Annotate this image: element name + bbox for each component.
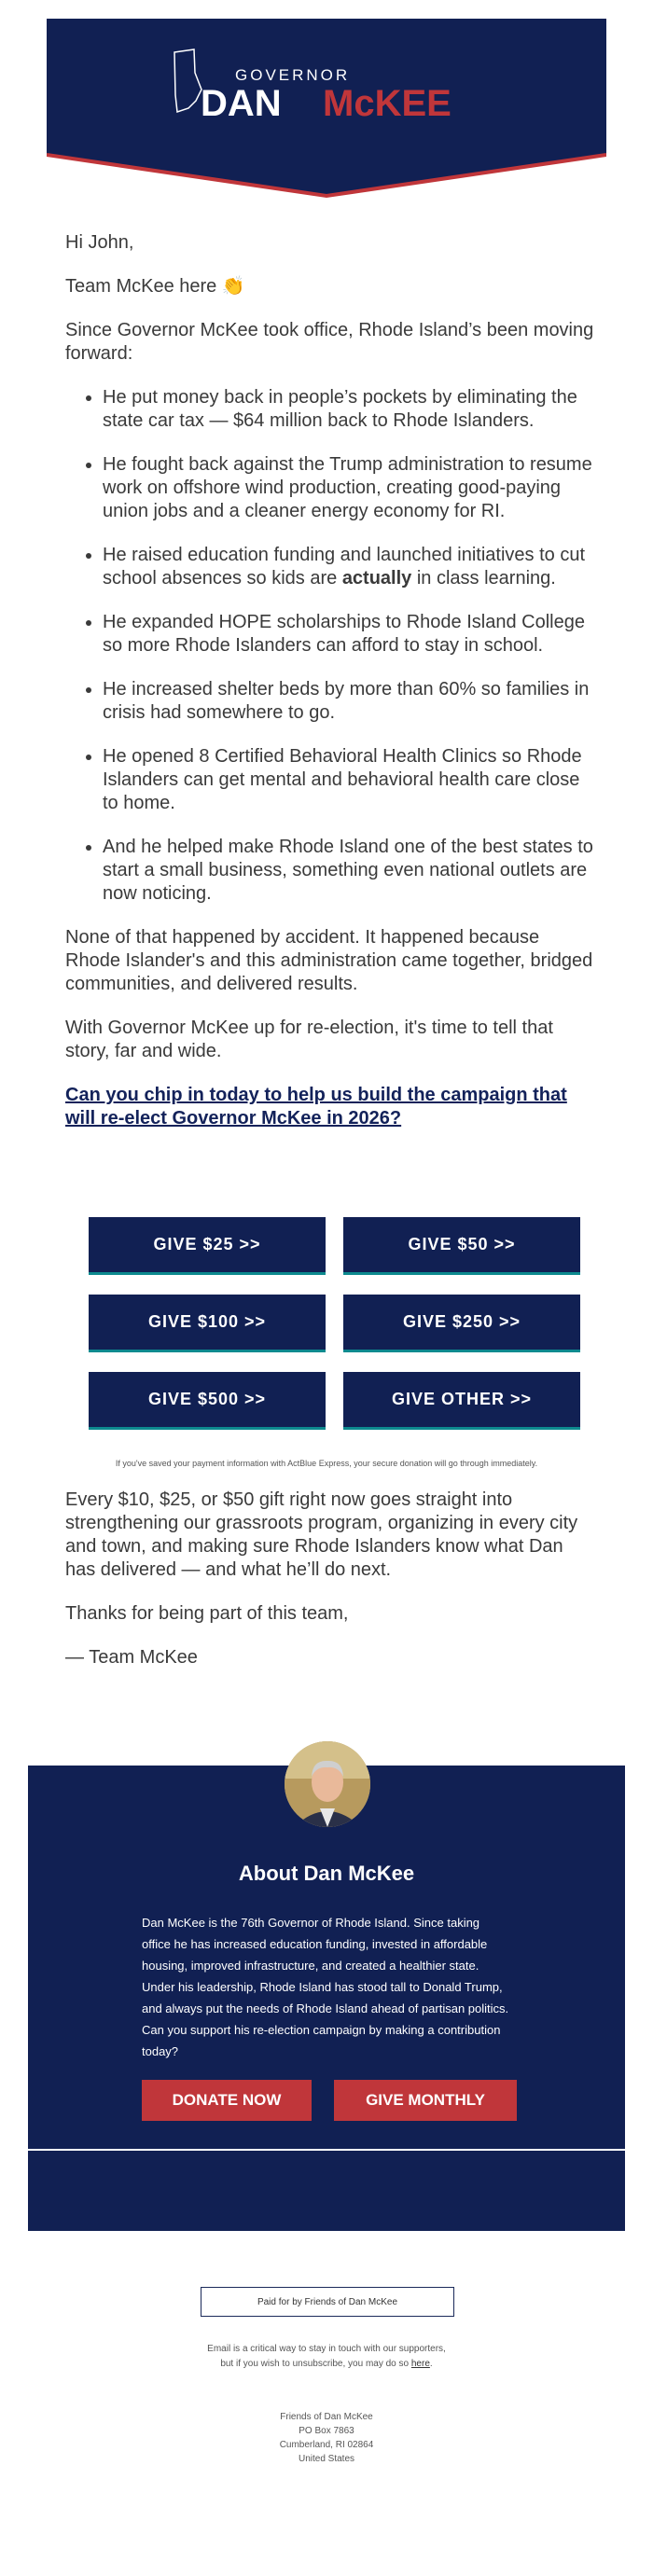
give-500-button[interactable]: GIVE $500 >> [89,1372,326,1430]
list-item: • He expanded HOPE scholarships to Rhode Island College so more Rhode Islanders can afford to stay in school. [103,611,597,658]
donate-now-button[interactable]: DONATE NOW [142,2080,312,2121]
greeting: Hi John, [65,232,134,253]
logo-governor-label: GOVERNOR [235,66,351,84]
unsubscribe-link[interactable]: here [410,2359,430,2369]
address-line: PO Box 7863 [299,2426,354,2436]
paid-for-disclaimer: Paid for by Friends of Dan McKee [201,2287,454,2317]
address-line: Cumberland, RI 02864 [279,2440,374,2450]
address-line: United States [298,2454,355,2464]
about-footer-band [28,2151,625,2231]
list-item: • He put money back in people’s pockets by eliminating the state car tax — $64 million back to Rhode Islanders. [103,386,597,433]
header-banner [47,19,606,205]
signature: — Team McKee [65,1647,198,1668]
lead-paragraph: Since Governor McKee took office, Rhode Island’s been moving forward: [65,320,594,364]
header-banner-graphic [47,19,606,205]
portrait-image [285,1741,370,1827]
give-25-button[interactable]: GIVE $25 >> [89,1217,326,1275]
give-250-button[interactable]: GIVE $250 >> [343,1295,580,1352]
actblue-fine-print: If you've saved your payment information with ActBlue Express, your secure donation will go through immediately. [115,1459,538,1468]
list-item: • And he helped make Rhode Island one of the best states to start a small business, something even national outlets are now noticing. [103,836,597,906]
clapping-hands-icon: 👏 [221,276,245,297]
paragraph-reelection: With Governor McKee up for re-election, it's time to tell that story, far and wide. [65,1018,553,1061]
paragraph-accident: None of that happened by accident. It happened because Rhode Islander's and this administration came together, bridged communities, and delivered results. [65,927,593,994]
mailing-address [233,2410,420,2466]
unsubscribe-period: . [429,2359,433,2369]
email-body [65,231,597,1151]
give-monthly-button[interactable]: GIVE MONTHLY [334,2080,517,2121]
about-title: About Dan McKee [238,1862,415,1885]
about-description: Dan McKee is the 76th Governor of Rhode Island. Since taking office he has increased education funding, invested in affordable housing, improved infrastructure, and created a healthier state. Under his leadership, Rhode Island has stood tall to Donald Trump, and always put the needs of Rhode Island ahead of partisan politics. Can you support his re-election campaign by making a contribution today? [142,1916,509,2058]
give-100-button[interactable]: GIVE $100 >> [89,1295,326,1352]
give-50-button[interactable]: GIVE $50 >> [343,1217,580,1275]
list-item [103,544,597,590]
thanks-line: Thanks for being part of this team, [65,1603,349,1624]
unsubscribe-notice [205,2342,448,2372]
logo-name-first: DAN [201,83,282,124]
chip-in-link[interactable]: Can you chip in today to help us build the campaign that will re-elect Governor McKee in 2026? [65,1085,567,1129]
give-other-button[interactable]: GIVE OTHER >> [343,1372,580,1430]
closing-section [65,1489,597,1690]
list-item: • He fought back against the Trump administration to resume work on offshore wind production, creating good-paying union jobs and a cleaner energy economy for RI. [103,453,597,523]
list-item: • He opened 8 Certified Behavioral Health Clinics so Rhode Islanders can get mental and behavioral health care close to home. [103,745,597,815]
unsubscribe-text: Email is a critical way to stay in touch with our supporters, but if you wish to unsubscribe, you may do so [207,2344,446,2369]
list-item: • He increased shelter beds by more than 60% so families in crisis had somewhere to go. [103,678,597,725]
address-line: Friends of Dan McKee [280,2412,373,2422]
logo-name-last: McKEE [323,83,452,124]
accomplishments-list [65,386,597,906]
team-intro-text: Team McKee here [65,276,217,297]
avatar [285,1741,370,1827]
emphasis-text: actually [341,568,412,589]
paragraph-gift: Every $10, $25, or $50 gift right now goes straight into strengthening our grassroots program, organizing in every city and town, and making sure Rhode Islanders know what Dan has delivered — and what he’ll do next. [65,1489,578,1580]
list-item-text: He raised education funding and launched initiatives to cut school absences so kids are [103,545,586,589]
list-item-tail: in class learning. [411,568,556,589]
team-intro [65,275,597,298]
